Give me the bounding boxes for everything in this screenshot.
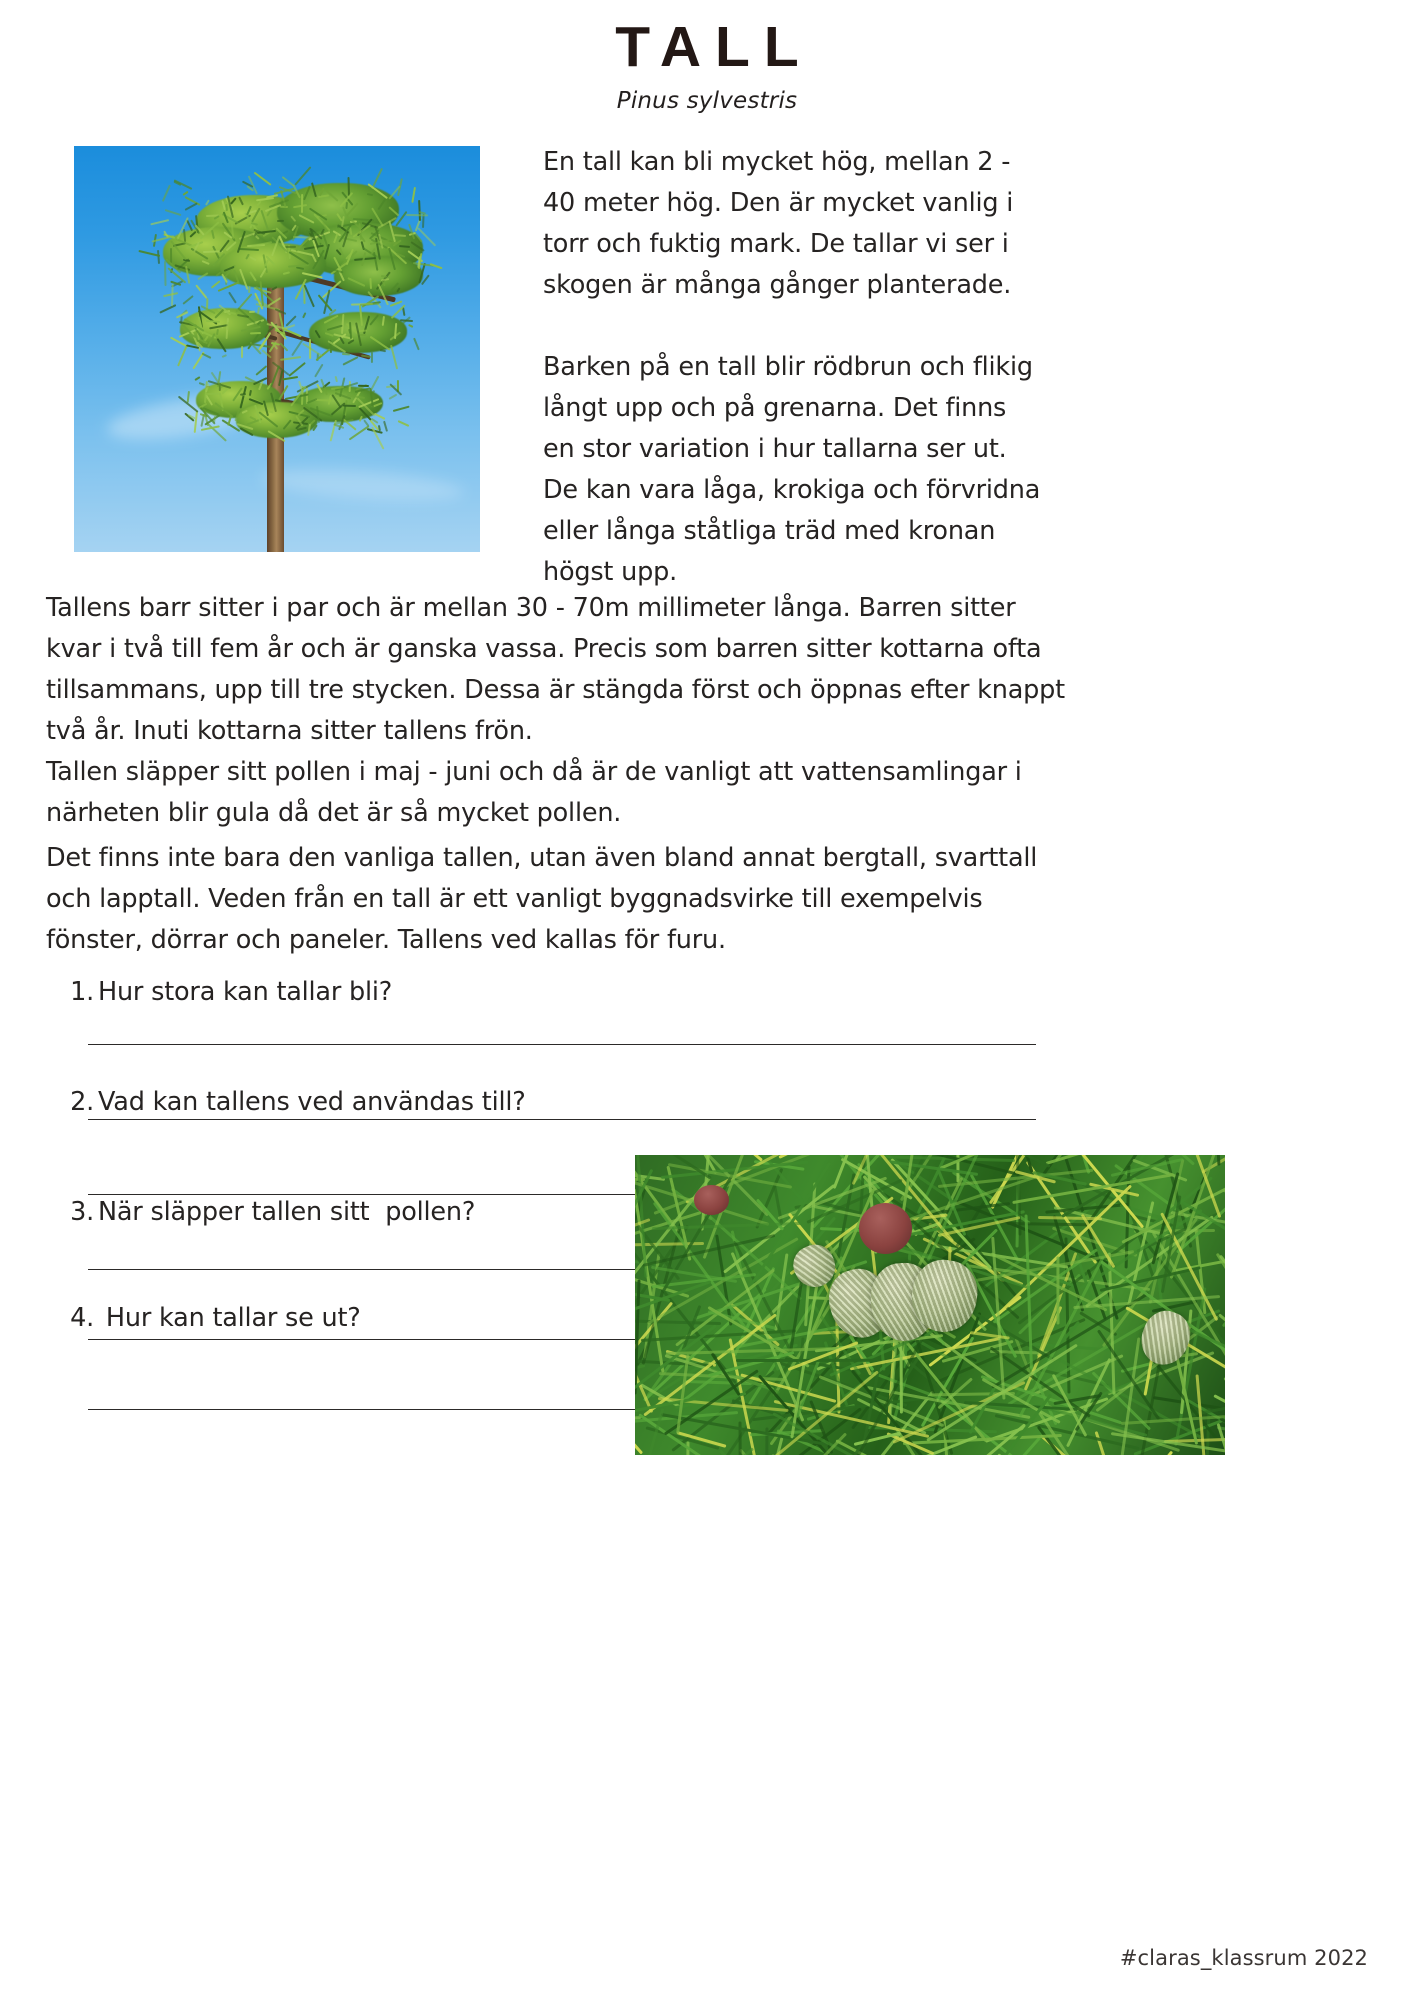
- body-paragraph-4: Tallen släpper sitt pollen i maj - juni och då är de vanligt att vattensamlingar i närheten blir gula då det är så mycket pollen.: [46, 757, 1022, 828]
- question-number: 4.: [70, 1303, 94, 1333]
- body-block-b: [46, 838, 1046, 961]
- pine-cones-photo: [635, 1155, 1225, 1455]
- pine-needle: [1107, 1252, 1115, 1394]
- pine-needle: [371, 352, 373, 363]
- intro-text-column: [543, 142, 1043, 593]
- pine-needle: [358, 329, 366, 331]
- question-text: Hur kan tallar se ut?: [98, 1303, 361, 1333]
- question-text: Vad kan tallens ved användas till?: [98, 1087, 526, 1117]
- pine-needle: [257, 307, 260, 314]
- question-number: 3.: [70, 1197, 94, 1227]
- pine-tree-photo: [74, 146, 480, 552]
- intro-paragraph-1: En tall kan bli mycket hög, mellan 2 - 40 meter hög. Den är mycket vanlig i torr och fuktig mark. De tallar vi ser i skogen är många gånger planterade.: [543, 147, 1014, 300]
- body-block-a: [46, 588, 1066, 834]
- question-number: 2.: [70, 1087, 94, 1117]
- question-number: 1.: [70, 977, 94, 1007]
- pine-needle: [285, 246, 296, 248]
- pine-needle: [422, 215, 425, 229]
- pine-needle: [249, 310, 255, 312]
- pine-needle: [241, 346, 243, 358]
- page-subtitle-latin-name: Pinus sylvestris: [616, 88, 798, 114]
- question-item-2: [46, 1085, 1046, 1119]
- answer-line[interactable]: [88, 1119, 1036, 1120]
- intro-paragraph-2: Barken på en tall blir rödbrun och flikig långt upp och på grenarna. Det finns en stor variation i hur tallarna ser ut. De kan vara låga, krokiga och förvridna eller långa ståtliga träd med kronan högst upp.: [543, 352, 1041, 587]
- question-text: När släpper tallen sitt pollen?: [98, 1197, 476, 1227]
- pine-needle: [248, 286, 251, 293]
- young-cone: [859, 1203, 912, 1254]
- pine-needle: [666, 1347, 839, 1355]
- pine-needle: [358, 384, 369, 386]
- page-title: TALL: [615, 15, 813, 79]
- footer-credit: #claras_klassrum 2022: [1119, 1946, 1368, 1970]
- body-paragraph-5: Det finns inte bara den vanliga tallen, utan även bland annat bergtall, svarttall och lapptall. Veden från en tall är ett vanligt byggnadsvirke till exempelvis fönster, dörrar och paneler. Tallens ved kallas för furu.: [46, 843, 1038, 955]
- pine-needle: [277, 220, 284, 222]
- answer-line[interactable]: [88, 1044, 1036, 1045]
- body-paragraph-3: Tallens barr sitter i par och är mellan 30 - 70m millimeter långa. Barren sitter kvar i två till fem år och är ganska vassa. Precis som barren sitter kottarna ofta tillsammans, upp till tre stycken. Dessa är stängda först och öppnas efter knappt två år. Inuti kottarna sitter tallens frön.: [46, 593, 1065, 746]
- question-text: Hur stora kan tallar bli?: [98, 977, 393, 1007]
- pine-needle: [1223, 1189, 1225, 1220]
- question-item-1: [46, 975, 1046, 1009]
- pine-needle: [1079, 1208, 1203, 1289]
- pine-needle: [227, 322, 230, 330]
